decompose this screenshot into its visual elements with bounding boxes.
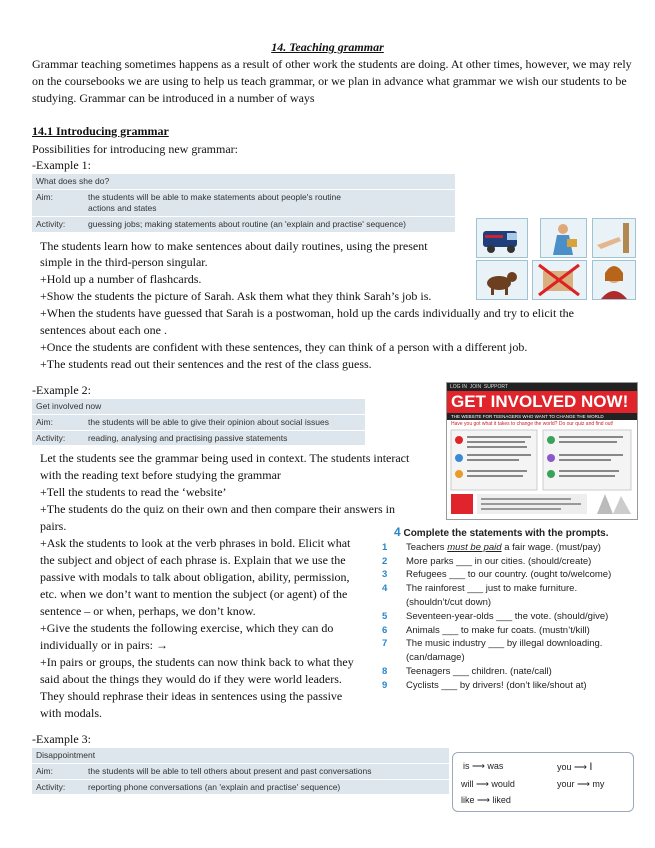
exercise-items <box>382 541 638 693</box>
exercise-item <box>382 624 638 638</box>
exercise-item-text: Teachers <box>406 541 448 553</box>
aim-key: Aim: <box>36 766 53 776</box>
exercise-item-number: 9 <box>382 679 388 691</box>
exercise-heading <box>394 526 638 541</box>
flashcard-van <box>476 218 528 258</box>
conversion-you-i: you ⟶ I <box>557 761 593 773</box>
exercise-item <box>382 541 638 555</box>
example-2-line: passive with modals to talk about obligation, ability, permission, <box>40 570 350 584</box>
poster-subhead: THE WEBSITE FOR TEENAGERS WHO WANT TO CHANGE THE WORLD <box>447 413 637 420</box>
example-2-line: pairs. <box>40 519 67 533</box>
example-1-line: +The students read out their sentences and the rest of the class guess. <box>40 357 372 371</box>
exercise-item-text: (shouldn’t/cut down) <box>406 596 492 608</box>
exercise-item-text-after: a fair wage. (must/pay) <box>501 541 601 553</box>
example-1-info-box <box>32 174 455 232</box>
example-2-line: They should rephrase their ideas in sentences using the passive <box>40 689 343 703</box>
exercise-item <box>382 555 638 569</box>
exercise-item <box>382 568 638 582</box>
exercise-item-text: The rainforest ___ just to make furniture. <box>406 583 578 595</box>
poster-top-bar <box>447 383 637 391</box>
example-2-box-header: Get involved now <box>36 401 102 411</box>
exercise-item-number: 4 <box>382 583 388 595</box>
exercise-item-number: 6 <box>382 624 388 636</box>
dog-icon <box>477 261 527 299</box>
intro-paragraph: Grammar teaching sometimes happens as a result of other work the students are doing. At other times, however, we may rely on the coursebooks we are using to help us teach grammar, or we plan in advance what grammar we wish our students to be studying. Grammar can be introduced in a number of ways <box>32 57 632 105</box>
example-1-line: The students learn how to make sentences about daily routines, using the present <box>40 239 428 253</box>
example-2-line: +Ask the students to look at the verb phrases in bold. Elicit what <box>40 536 351 550</box>
exercise-item-text: Teenagers ___ children. (nate/call) <box>406 665 552 677</box>
example-1-line: +Show the students the picture of Sarah. Ask them what they think Sarah’s job is. <box>40 289 432 303</box>
conversion-like-liked: like ⟶ liked <box>461 795 511 805</box>
activity-value: reporting phone conversations (an 'explain and practise' sequence) <box>88 782 341 792</box>
activity-key: Activity: <box>36 782 66 792</box>
example-2-line: +In pairs or groups, the students can now think back to what they <box>40 655 354 669</box>
example-2-line: +Tell the students to read the ‘website’ <box>40 485 227 499</box>
exercise-item-text: Animals ___ to make fur coats. (mustn’t/kill) <box>406 624 590 636</box>
flashcard-woman <box>540 218 587 258</box>
example-1-activity-row <box>32 216 455 232</box>
exercise-item <box>394 651 638 665</box>
exercise-item-text: The music industry ___ by illegal downloading. <box>406 638 603 650</box>
exercise-item-number: 8 <box>382 665 388 677</box>
exercise-item-number: 3 <box>382 569 388 581</box>
poster-login: LOG IN <box>450 384 467 390</box>
poster-join: JOIN <box>469 384 482 390</box>
aim-value-line-1: the students will be able to make statements about people's routine <box>88 192 341 202</box>
example-3-activity-row <box>32 779 449 795</box>
van-icon <box>477 219 527 257</box>
aim-key: Aim: <box>36 417 53 427</box>
conversion-your-my: your ⟶ my <box>557 779 605 789</box>
exercise-4 <box>382 525 638 698</box>
crossed-out-icon <box>533 261 586 299</box>
poster-support: SUPPORT <box>483 384 508 390</box>
example-2-line: the subject and object of each phrase is. Explain that we use the <box>40 553 346 567</box>
example-3-label: -Example 3: <box>32 732 91 746</box>
exercise-item-example-answer: must be paid <box>447 541 502 553</box>
example-2-info-box <box>32 399 365 445</box>
activity-key: Activity: <box>36 219 66 229</box>
aim-value <box>88 192 451 214</box>
example-1-aim-row <box>32 189 455 216</box>
example-1-line: +Once the students are confident with these sentences, they can think of a person with a different job. <box>40 340 528 354</box>
aim-value-line-2: actions and states <box>88 203 157 213</box>
exercise-item-number: 2 <box>382 555 388 567</box>
flashcard-sarah <box>592 260 636 300</box>
aim-key: Aim: <box>36 192 53 202</box>
activity-value: guessing jobs; making statements about routine (an 'explain and practise' sequence) <box>88 219 406 229</box>
conversion-will-would: will ⟶ would <box>461 779 515 789</box>
get-involved-poster <box>446 382 638 520</box>
exercise-item-text: Refugees ___ to our country. (ought to/welcome) <box>406 569 612 581</box>
person-icon <box>593 261 635 299</box>
exercise-item-number: 5 <box>382 610 388 622</box>
example-1-line: simple in the third-person singular. <box>40 255 208 269</box>
exercise-item <box>382 665 638 679</box>
exercise-item <box>394 596 638 610</box>
flashcard-crossed <box>532 260 587 300</box>
exercise-item <box>382 582 638 596</box>
exercise-item-text: Seventeen-year-olds ___ the vote. (should/give) <box>406 610 609 622</box>
example-2-line: Let the students see the grammar being used in context. The students interact <box>40 451 410 465</box>
example-2-line: with the reading text before studying the grammar <box>40 468 281 482</box>
poster-quiz: Have you got what it takes to change the world? Do our quiz and find out! <box>451 421 614 427</box>
example-2-line: sentence – or when, perhaps, we don’t know. <box>40 604 256 618</box>
aim-value: the students will be able to tell others about present and past conversations <box>88 766 372 776</box>
exercise-item-number: 7 <box>382 638 388 650</box>
page-title: 14. Teaching grammar <box>271 40 384 54</box>
example-3-box-header: Disappointment <box>36 750 96 760</box>
possibilities-text: Possibilities for introducing new grammar: <box>32 142 238 156</box>
poster-body-graphic <box>447 428 637 518</box>
example-1-line: +When the students have guessed that Sarah is a postwoman, hold up the cards individually and try to elicit the <box>40 306 574 320</box>
example-2-label: -Example 2: <box>32 383 91 397</box>
exercise-item <box>382 637 638 651</box>
activity-value: reading, analysing and practising passive statements <box>88 433 288 443</box>
example-2-line: individually or in pairs: → <box>40 638 168 652</box>
aim-value: the students will be able to give their opinion about social issues <box>88 417 329 427</box>
example-2-line: said about the things they would do if they were world leaders. <box>40 672 342 686</box>
exercise-heading-text: Complete the statements with the prompts. <box>403 528 609 539</box>
example-2-line: with modals. <box>40 706 102 720</box>
example-2-activity-row <box>32 430 365 446</box>
section-heading: 14.1 Introducing grammar <box>32 124 169 138</box>
exercise-item-number: 1 <box>382 541 388 553</box>
exercise-item-text: More parks ___ in our cities. (should/create) <box>406 555 592 567</box>
flashcard-doorbell <box>592 218 636 258</box>
example-2-line: +The students do the quiz on their own and then compare their answers in <box>40 502 396 516</box>
example-1-line: +Hold up a number of flashcards. <box>40 272 202 286</box>
activity-key: Activity: <box>36 433 66 443</box>
exercise-item-text: (can/damage) <box>406 652 465 664</box>
conversion-is-was: is ⟶ was <box>463 761 504 771</box>
poster-headline: GET INVOLVED NOW! <box>447 391 637 413</box>
woman-icon <box>541 219 586 257</box>
reported-speech-conversions <box>452 752 634 812</box>
doorbell-icon <box>593 219 635 257</box>
exercise-item <box>382 610 638 624</box>
example-1-line: sentences about each one . <box>40 323 167 337</box>
example-2-aim-row <box>32 414 365 430</box>
example-2-line: +Give the students the following exercise, which they can do <box>40 621 334 635</box>
example-3-aim-row <box>32 763 449 779</box>
flashcard-dog <box>476 260 528 300</box>
example-1-label: -Example 1: <box>32 158 91 172</box>
exercise-item-text: Cyclists ___ by drivers! (don’t like/shout at) <box>406 679 587 691</box>
exercise-item <box>382 679 638 693</box>
example-2-line: etc. when we don’t want to mention the subject (or agent) of the <box>40 587 348 601</box>
example-3-info-box <box>32 748 449 794</box>
example-1-box-header: What does she do? <box>36 176 110 186</box>
exercise-number: 4 <box>394 525 401 539</box>
